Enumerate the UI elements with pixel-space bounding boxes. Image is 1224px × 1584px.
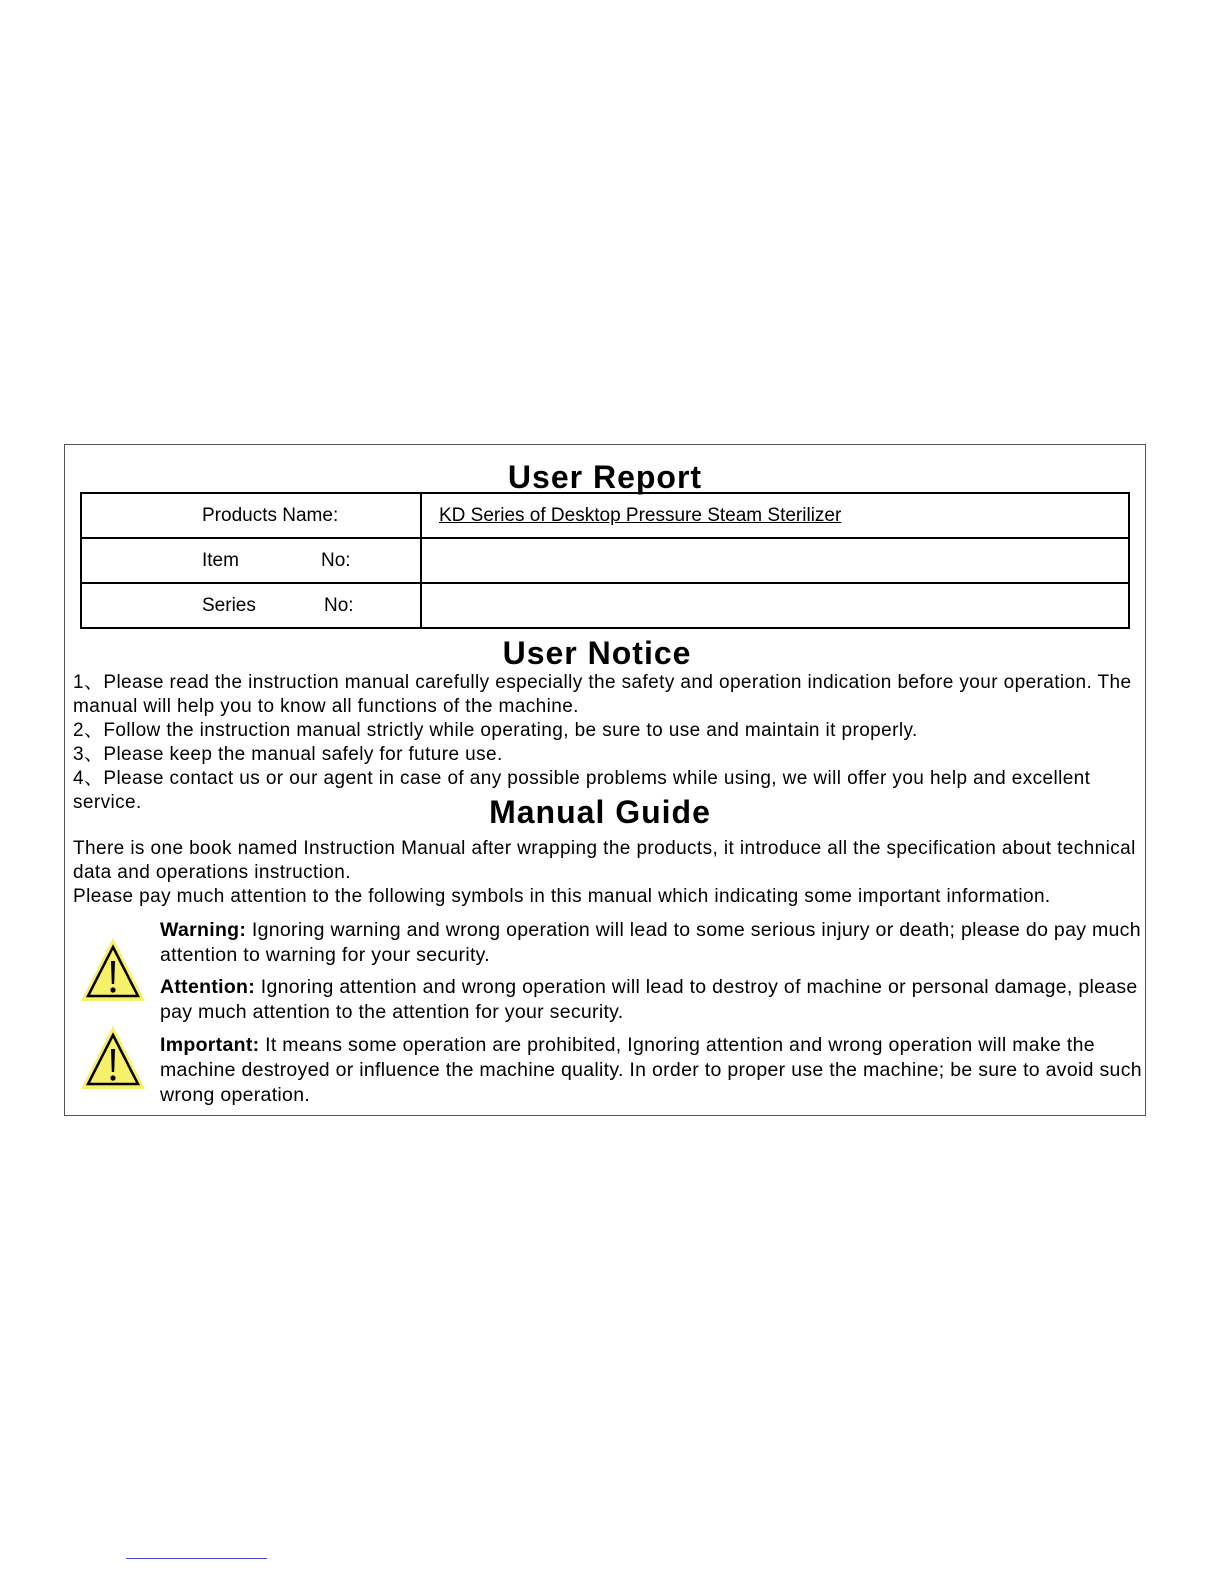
item-no-label-cell <box>81 538 421 583</box>
user-notice-title: User Notice <box>502 635 692 671</box>
item-no-label: No: <box>321 549 351 571</box>
products-name-label-cell <box>81 493 421 538</box>
table-row <box>81 583 1129 628</box>
series-no-label-cell <box>81 583 421 628</box>
important-symbol-text <box>160 1033 1145 1108</box>
warning-triangle-icon <box>78 1023 148 1093</box>
list-item: 1、Please read the instruction manual carefully especially the safety and operation indication before your operation. The manual will help you to know all functions of the machine. <box>73 672 1132 717</box>
products-name-value-cell <box>421 493 1129 538</box>
footer-divider <box>126 1558 267 1559</box>
important-description: It means some operation are prohibited, Ignoring attention and wrong operation will make the machine destroyed or influence the machine quality. In order to proper use the machine; be sure to avoid such wrong operation. <box>160 1034 1142 1106</box>
table-row <box>81 538 1129 583</box>
list-item: 3、Please keep the manual safely for future use. <box>73 744 503 765</box>
attention-description: Ignoring attention and wrong operation will lead to destroy of machine or personal damage, please pay much attention to the attention for your security. <box>160 976 1138 1023</box>
series-no-label: No: <box>324 594 354 616</box>
paragraph: There is one book named Instruction Manual after wrapping the products, it introduce all the specification about technical data and operations instruction. <box>73 838 1136 883</box>
item-label: Item <box>202 549 239 571</box>
series-label: Series <box>202 594 256 616</box>
warning-description: Ignoring warning and wrong operation will lead to some serious injury or death; please do pay much attention to warning for your security. <box>160 919 1141 966</box>
user-report-title: User Report <box>507 459 703 495</box>
products-name-value: KD Series of Desktop Pressure Steam Sterilizer <box>439 504 842 526</box>
user-report-table <box>80 492 1130 629</box>
attention-symbol-text <box>160 975 1145 1025</box>
user-report-frame <box>64 444 1146 1116</box>
list-item: 4、Please contact us or our agent in case of any possible problems while using, we will offer you help and excellent service. <box>73 768 1091 813</box>
warning-term: Warning: <box>160 919 247 941</box>
list-item: 2、Follow the instruction manual strictly while operating, be sure to use and maintain it properly. <box>73 720 918 741</box>
item-no-value-cell <box>421 538 1129 583</box>
table-row <box>81 493 1129 538</box>
paragraph: Please pay much attention to the following symbols in this manual which indicating some important information. <box>73 886 1051 907</box>
important-term: Important: <box>160 1034 260 1056</box>
products-name-label: Products Name: <box>202 504 339 526</box>
warning-symbol-text <box>160 918 1145 968</box>
manual-guide-intro <box>73 837 1145 909</box>
attention-term: Attention: <box>160 976 256 998</box>
warning-triangle-icon <box>78 935 148 1005</box>
manual-guide-title: Manual Guide <box>489 794 711 830</box>
series-no-value-cell <box>421 583 1129 628</box>
